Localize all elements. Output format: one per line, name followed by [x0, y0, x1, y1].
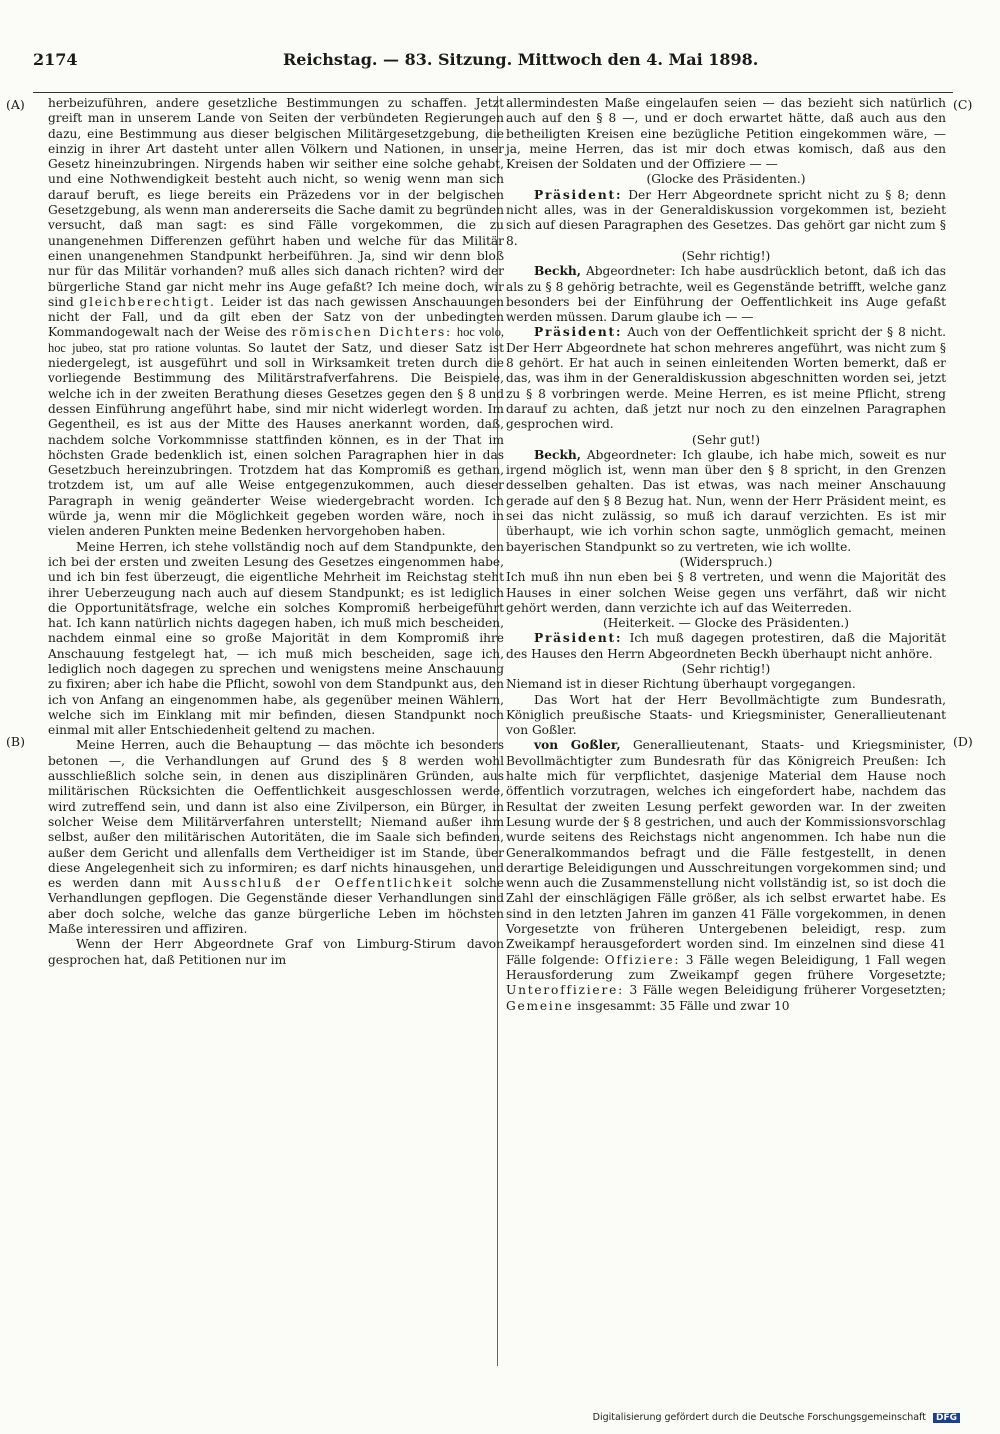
spaced-text: römischen Dichters: — [291, 325, 452, 340]
paragraph-text: herbeizuführen, andere gesetzliche Bestimmungen zu schaffen. Jetzt greift man in unserem Lande von Seiten der verbündeten Regierungen dazu, eine Bestimmung aus dieser belgischen Militärgesetzgebung, die einzig in ihrer Art dasteht unter allen Völkern und Nationen, in unser Gesetz hineinzubringen. Nirgends haben wir seither eine solche gehabt, und eine Nothwendigkeit besteht auch nicht, so wenig wenn man sich darauf beruft, es liege bereits ein Präzedens vor in der belgischen Gesetzgebung, als wenn man andererseits die Sache damit zu begründen versucht, daß man sagt: es sind Fälle vorgekommen, die zu unangenehmen Differenzen geführt haben und welche für das Militär einen unangenehmen Standpunkt herbeiführen. Ja, sind wir denn bloß nur für das Militär vorhanden? muß alles sich danach richten? wird der bürgerliche Stand gar nicht mehr ins Auge gefaßt? Ich meine doch, wir sind — [48, 96, 504, 309]
paragraph — [48, 738, 504, 937]
speaker-name: von Goßler, — [534, 738, 621, 753]
paragraph: allermindesten Maße eingelaufen seien — das bezieht sich natürlich auch auf den § 8 —, und er doch erwartet hätte, daß auch aus den betheiligten Kreisen eine bezügliche Petition eingekommen wäre, — ja, meine Herren, das ist mir doch etwas komisch, daß aus den Kreisen der Soldaten und der Offiziere — — — [506, 96, 946, 172]
paragraph-text: insgesammt: 35 Fälle und zwar 10 — [577, 998, 790, 1013]
paragraph — [506, 325, 946, 432]
dfg-logo: DFG — [933, 1413, 960, 1423]
paragraph: Meine Herren, ich stehe vollständig noch auf dem Standpunkte, den ich bei der ersten und zweiten Lesung des Gesetzes eingenommen habe, und ich bin fest überzeugt, die eigentliche Mehrheit im Reichstag steht ihrer Ueberzeugung nach auch auf diesem Standpunkt; es ist lediglich die Opportunitätsfrage, welche ein solches Kompromiß herbeigeführt hat. Ich kann natürlich nichts dagegen haben, ich muß mich bescheiden, nachdem einmal eine so große Majorität in dem Kompromiß ihre Anschauung festgelegt hat, — ich muß mich bescheiden, sage ich, lediglich noch dagegen zu sprechen und wenigstens meine Anschauung zu fixiren; aber ich habe die Pflicht, sowohl von dem Standpunkt aus, den ich von Anfang an eingenommen habe, als gegenüber meinen Wählern, welche sich im Einklang mit mir befinden, diesen Standpunkt noch einmal mit aller Entschiedenheit geltend zu machen. — [48, 539, 504, 738]
paragraph-text: Auch von der Oeffentlichkeit spricht der § 8 nicht. Der Herr Abgeordnete hat schon mehreres angeführt, was nicht zum § 8 gehört. Er hat auch in seinen einleitenden Worten bemerkt, daß er das, was ihm in der Generaldiskussion abgeschnitten worden sei, jetzt zu § 8 vorbringen werde. Meine Herren, es ist meine Pflicht, streng darauf zu achten, daß jetzt nur noch zu den einzelnen Paragraphen gesprochen wird. — [506, 325, 947, 432]
spaced-text: Gemeine — [506, 998, 574, 1013]
latin-quote: hoc volo, hoc jubeo, stat pro ratione voluntas. — [48, 325, 505, 355]
paragraph — [506, 264, 946, 325]
speaker-name: Beckh, — [534, 264, 582, 279]
page-header — [33, 50, 953, 78]
paragraph-text: Leider ist das nach gewissen Anschauungen nicht der Fall, und da gilt eben der Satz von der unbedingten Kommandogewalt nach der Weise des — [48, 294, 505, 340]
paragraph-text: So lautet der Satz, und dieser Satz ist niedergelegt, ist ausgeführt und soll in Wirksamkeit treten durch die vorliegende Bestimmung des Militärstrafverfahrens. Die Beispiele, welche ich in der zweiten Berathung dieses Gesetzes gegen den § 8 und dessen Einführung angeführt habe, sind mir nicht widerlegt worden. Im Gegentheil, es ist aus der Mitte des Hauses anerkannt worden, daß, nachdem solche Vorkommnisse stattfinden können, es in der That im höchsten Grade bedenklich ist, einen solchen Paragraphen hier in das Gesetzbuch hereinzubringen. Trotzdem hat das Kompromiß es gethan, trotzdem ist, um auf alle Weise entgegenzukommen, auch dieser Paragraph in wenig geänderter Weise wiedergebracht worden. Ich würde ja, wenn mir die Möglichkeit gegeben worden wäre, noch in vielen anderen Punkten meine Bedenken hervorgehoben haben. — [48, 340, 505, 539]
stage-direction: (Sehr gut!) — [691, 432, 761, 447]
stage-direction: (Widerspruch.) — [679, 554, 773, 569]
margin-marker-d: (D) — [953, 734, 973, 749]
margin-marker-a: (A) — [6, 97, 25, 112]
paragraph-text: Abgeordneter: Ich glaube, ich habe mich, soweit es nur irgend möglich ist, wenn man über den § 8 spricht, in den Grenzen desselben gehalten. Das ist etwas, was nach meiner Anschauung gerade auf den § 8 Bezug hat. Nun, wenn der Herr Präsident meint, es sei das nicht zulässig, so muß ich darauf verzichten. Es ist mir überhaupt, wie ich vorhin schon sagte, unmöglich gemacht, meinen bayerischen Standpunkt so zu vertreten, wie ich wollte. — [506, 447, 947, 554]
margin-marker-b: (B) — [6, 734, 25, 749]
paragraph: Ich muß ihn nun eben bei § 8 vertreten, und wenn die Majorität des Hauses in einer solchen Weise gegen uns verfährt, daß wir nicht gehört werden, dann verzichte ich auf das Weiterreden. — [506, 570, 946, 615]
spaced-text: Unteroffiziere: — [506, 983, 624, 998]
speaker-name: Präsident: — [534, 325, 623, 340]
paragraph-text: Generallieutenant, Staats- und Kriegsminister, Bevollmächtigter zum Bundesrath für das Königreich Preußen: Ich halte mich für verpflichtet, dasjenige Material dem Hause noch öffentlich vorzutragen, welches ich eingefordert habe, nachdem das Resultat der zweiten Lesung perfekt geworden war. In der zweiten Lesung wurde der § 8 gestrichen, und auch der Kommissionsvorschlag wurde seitens des Reichstags nicht angenommen. Ich habe nun die Generalkommandos befragt und die Fälle festgestellt, in denen derartige Beleidigungen und Ausschreitungen vorgekommen sind; und wenn auch die Zusammenstellung nicht vollständig ist, so ist doch die Zahl der einschlägigen Fälle größer, als ich selbst erwartet habe. Es sind in den letzten Jahren im ganzen 41 Fälle vorgekommen, in denen Vorgesetzte von früheren Untergebenen beleidigt, resp. zum Zweikampf herausgefordert worden sind. Im einzelnen sind diese 41 Fälle folgende: — [506, 738, 946, 967]
speaker-name: Präsident: — [534, 187, 623, 202]
page-number: 2174 — [33, 50, 78, 69]
spaced-text: Ausschluß der Oeffentlichkeit — [202, 876, 454, 891]
speaker-name: Beckh, — [534, 447, 582, 462]
paragraph-text: solche Verhandlungen gepflogen. Die Gegenstände dieser Verhandlungen sind aber doch solche, welche das ganze bürgerliche Leben im höchsten Maße interessiren und affiziren. — [48, 876, 505, 937]
stage-direction: (Heiterkeit. — Glocke des Präsidenten.) — [603, 616, 849, 631]
stage-direction: (Glocke des Präsidenten.) — [646, 172, 806, 187]
paragraph-text: Ich muß dagegen protestiren, daß die Majorität des Hauses den Herrn Abgeordneten Beckh überhaupt nicht anhöre. — [506, 631, 947, 661]
paragraph — [506, 631, 946, 662]
paragraph — [48, 96, 504, 540]
left-column — [48, 96, 504, 968]
digitization-credit — [520, 1412, 960, 1428]
paragraph — [506, 188, 946, 249]
paragraph — [506, 738, 946, 1013]
spaced-text: gleichberechtigt. — [79, 294, 216, 309]
margin-marker-c: (C) — [953, 97, 973, 112]
paragraph: Niemand ist in dieser Richtung überhaupt vorgegangen. — [506, 677, 856, 692]
right-column — [506, 96, 946, 1014]
spaced-text: Offiziere: — [604, 952, 681, 967]
running-head: Reichstag. — 83. Sitzung. Mittwoch den 4. Mai 1898. — [283, 50, 759, 69]
paragraph-text: Meine Herren, auch die Behauptung — das möchte ich besonders betonen —, die Verhandlungen auf Grund des § 8 werden wohl ausschließlich solche sein, in denen aus disziplinären Gründen, aus militärischen Rücksichten die Oeffentlichkeit ausgeschlossen werde, wird zutreffend sein, und dann ist also eine Zivilperson, ein Bürger, in solcher Weise dem Militärverfahren unterstellt; Niemand außer ihm selbst, außer den militärischen Autoritäten, die im Saale sich befinden, außer dem Gericht und allenfalls dem Vertheidiger ist im Stande, über diese Angelegenheit sich zu informiren; es darf nichts hinausgehen, und es werden dann mit — [48, 738, 504, 891]
paragraph: Das Wort hat der Herr Bevollmächtigte zum Bundesrath, Königlich preußische Staats- und Kriegsminister, Generallieutenant von Goßler. — [506, 692, 946, 738]
credit-text: Digitalisierung gefördert durch die Deutsche Forschungsgemeinschaft — [592, 1412, 926, 1423]
paragraph: Wenn der Herr Abgeordnete Graf von Limburg-Stirum davon gesprochen hat, daß Petitionen nur im — [48, 937, 504, 967]
paragraph-text: Abgeordneter: Ich habe ausdrücklich betont, daß ich das als zu § 8 gehörig betrachte, weil es Gegenstände betrifft, welche ganz besonders bei der Einführung der Oeffentlichkeit ins Auge gefaßt werden müssen. Darum glaube ich — — — [506, 264, 946, 325]
paragraph-text: 3 Fälle wegen Beleidigung, 1 Fall wegen Herausforderung zum Zweikampf gegen frühere Vorgesetzte; — [506, 952, 947, 982]
paragraph-text: 3 Fälle wegen Beleidigung früherer Vorgesetzten; — [629, 983, 947, 998]
header-rule — [33, 92, 953, 93]
stage-direction: (Sehr richtig!) — [681, 248, 771, 263]
paragraph — [506, 448, 946, 555]
speaker-name: Präsident: — [534, 631, 623, 646]
paragraph-text: Der Herr Abgeordnete spricht nicht zu § 8; denn nicht alles, was in der Generaldiskussion vorgekommen ist, bezieht sich auf diesen Paragraphen des Gesetzes. Das gehört gar nicht zum § 8. — [506, 187, 946, 248]
stage-direction: (Sehr richtig!) — [681, 661, 771, 676]
